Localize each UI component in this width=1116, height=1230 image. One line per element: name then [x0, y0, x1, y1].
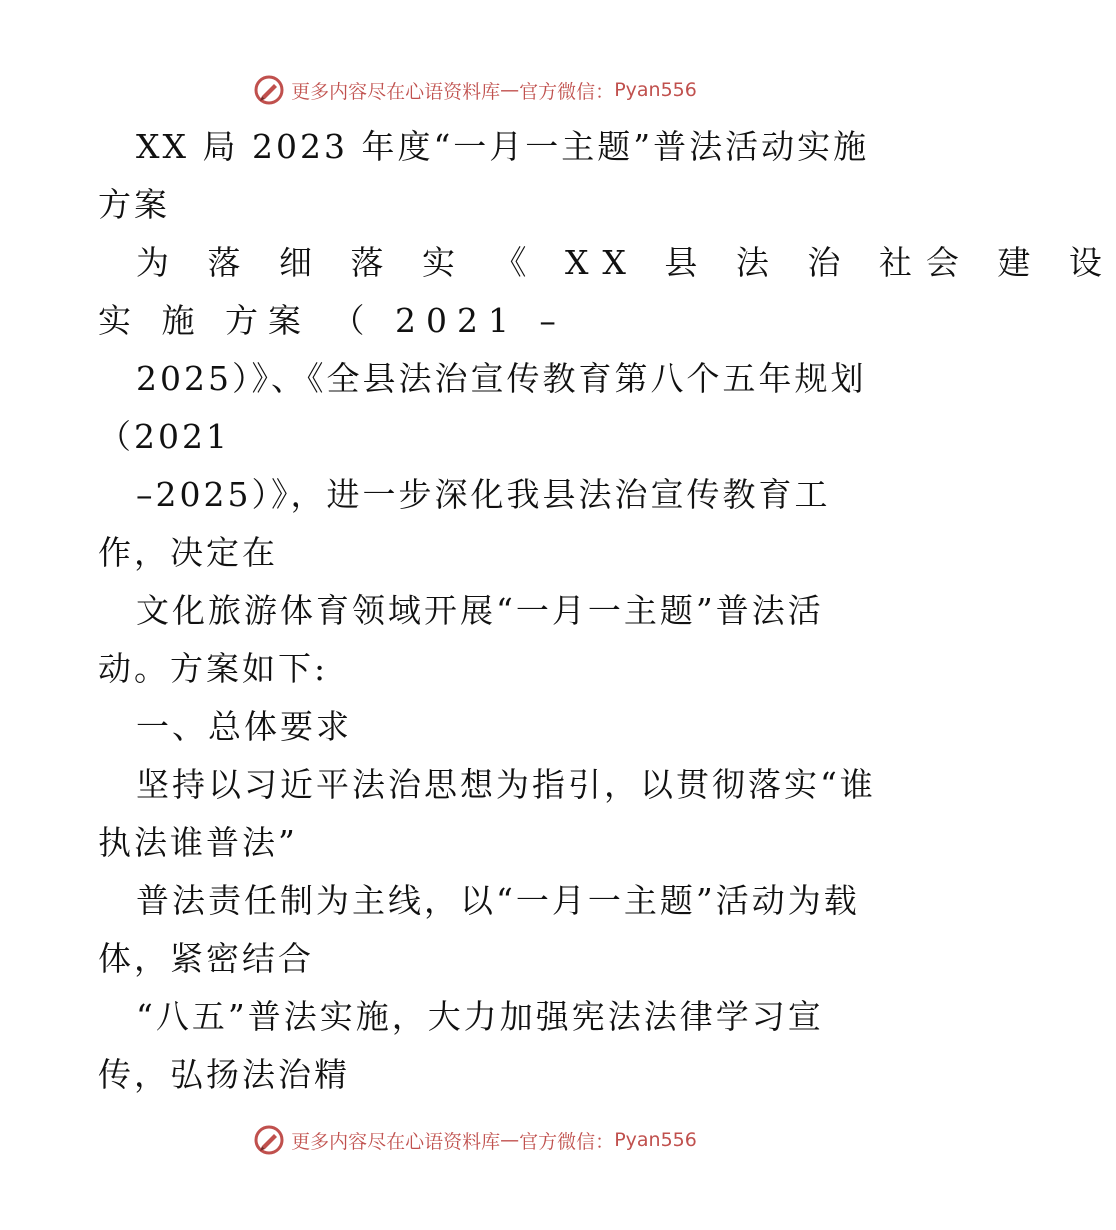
footer-watermark: [0, 1120, 950, 1160]
paragraph-line: 普法责任制为主线，以“一月一主题”活动为载: [136, 881, 860, 920]
title-line-1: XX 局 2023 年度“一月一主题”普法活动实施: [136, 127, 870, 166]
watermark-text: 更多内容尽在心语资料库: [291, 80, 501, 103]
wechat-label: 官方微信：: [519, 1130, 615, 1153]
paragraph-line: 执法谁普法”: [98, 823, 298, 862]
paragraph-line: （2021: [98, 417, 230, 456]
pen-logo-icon: [253, 74, 285, 106]
section-heading: 一、总体要求: [136, 707, 352, 746]
paragraph-line: “八五”普法实施，大力加强宪法法律学习宣: [136, 997, 824, 1036]
paragraph-line: –2025）》，进一步深化我县法治宣传教育工: [136, 475, 831, 514]
wechat-id: Pyan556: [614, 1129, 697, 1151]
paragraph-line: 实 施 方案 （ 2021 –: [98, 301, 566, 340]
watermark-separator: —: [500, 1129, 520, 1151]
pen-logo-icon: [253, 1124, 285, 1156]
paragraph-line: 2025）》、《全县法治宣传教育第八个五年规划: [136, 359, 867, 398]
paragraph-line: 为 落 细 落 实 《 XX 县 法 治 社会 建 设: [136, 243, 1116, 282]
wechat-id: Pyan556: [614, 79, 697, 101]
watermark-text: 更多内容尽在心语资料库: [291, 1130, 501, 1153]
paragraph-line: 体，紧密结合: [98, 939, 314, 978]
paragraph-line: 作，决定在: [98, 533, 278, 572]
paragraph-line: 坚持以习近平法治思想为指引，以贯彻落实“谁: [136, 765, 876, 804]
paragraph-line: 文化旅游体育领域开展“一月一主题”普法活: [136, 591, 824, 630]
wechat-label: 官方微信：: [519, 80, 615, 103]
paragraph-line: 动。方案如下:: [98, 649, 329, 688]
paragraph-line: 传，弘扬法治精: [98, 1055, 350, 1094]
header-watermark: [0, 70, 950, 110]
title-line-2: 方案: [98, 185, 170, 224]
watermark-separator: —: [500, 79, 520, 101]
document-body: [98, 118, 1116, 1104]
